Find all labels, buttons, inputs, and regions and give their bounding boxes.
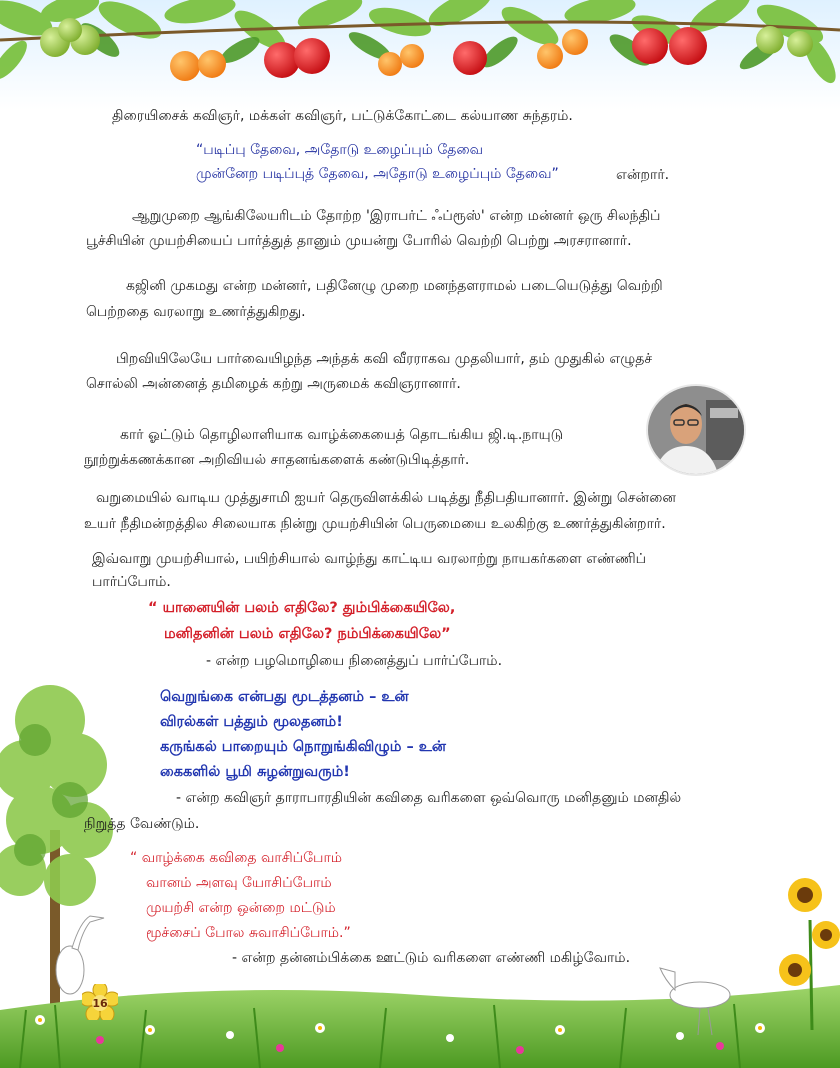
paragraph-gd-naidu-line-1: கார் ஓட்டும் தொழிலாளியாக வாழ்க்கையைத் தொடங்கிய ஜி.டி.நாயுடு <box>120 427 564 443</box>
fruit-leaves-banner <box>0 0 840 110</box>
poem-vazhkkai-line-1: “ வாழ்க்கை கவிதை வாசிப்போம் <box>130 850 343 866</box>
poem-verunkai-line-4: கைகளில் பூமி சுழன்றுவரும்! <box>160 764 350 780</box>
paragraph-gd-naidu-line-2: நூற்றுக்கணக்கான அறிவியல் சாதனங்களைக் கண்டுபிடித்தார். <box>84 452 470 468</box>
paragraph-veeraraghava-line-1: பிறவியிலேயே பார்வையிழந்த அந்தக் கவி வீரராகவ முதலியார், தம் முதுகில் எழுதச் <box>116 351 653 367</box>
paragraph-summary-line-1: இவ்வாறு முயற்சியால், பயிற்சியால் வாழ்ந்து காட்டிய வரலாற்று நாயகர்களை எண்ணிப் <box>92 551 647 567</box>
paragraph-kalyanasundaram: திரையிசைக் கவிஞர், மக்கள் கவிஞர், பட்டுக்கோட்டை கல்யாண சுந்தரம். <box>112 108 573 124</box>
poem-verunkai-line-1: வெறுங்கை என்பது மூடத்தனம் – உன் <box>160 689 409 705</box>
paragraph-robert-bruce-line-1: ஆறுமுறை ஆங்கிலேயரிடம் தோற்ற 'இராபர்ட் ஃப்ரூஸ்' என்ற மன்னர் ஒரு சிலந்திப் <box>132 208 661 224</box>
paragraph-muthusamy-line-2: உயர் நீதிமன்றத்தில சிலையாக நின்று முயற்சியின் பெருமையை உலகிற்கு உணர்த்துகின்றார். <box>84 516 666 532</box>
poem-vazhkkai-attribution: - என்ற தன்னம்பிக்கை ஊட்டும் வரிகளை எண்ணி மகிழ்வோம். <box>232 950 631 966</box>
quote-padippu-suffix: என்றார். <box>616 167 670 183</box>
paragraph-muthusamy-line-1: வறுமையில் வாடிய முத்துசாமி ஐயர் தெருவிளக்கில் படித்து நீதிபதியானார். இன்று சென்னை <box>96 490 676 506</box>
poem-tharabharathi-attribution-line-1: - என்ற கவிஞர் தாராபாரதியின் கவிதை வரிகளை ஒவ்வொரு மனிதனும் மனதில் <box>176 790 682 806</box>
quote-elephant-line-1: “ யானையின் பலம் எதிலே? தும்பிக்கையிலே, <box>148 600 456 616</box>
poem-tharabharathi-attribution-line-2: நிறுத்த வேண்டும். <box>84 816 200 832</box>
portrait-photo <box>646 384 746 476</box>
quote-padippu-line-2: முன்னேற படிப்புத் தேவை, அதோடு உழைப்பும் தேவை” <box>196 166 559 182</box>
page-number: 16 <box>92 997 108 1010</box>
paragraph-ghazni-line-2: பெற்றதை வரலாறு உணர்த்துகிறது. <box>86 304 306 320</box>
poem-vazhkkai-line-4: மூச்சைப் போல சுவாசிப்போம்.” <box>146 925 351 941</box>
poem-vazhkkai-line-3: முயற்சி என்ற ஒன்றை மட்டும் <box>146 900 336 916</box>
quote-elephant-line-2: மனிதனின் பலம் எதிலே? நம்பிக்கையிலே” <box>164 626 451 642</box>
quote-elephant-attribution: - என்ற பழமொழியை நினைத்துப் பார்ப்போம். <box>206 653 503 669</box>
page-number-badge <box>82 984 118 1020</box>
paragraph-ghazni-line-1: கஜினி முகமது என்ற மன்னர், பதினேழு முறை மனந்தளராமல் படையெடுத்து வெற்றி <box>126 278 663 294</box>
quote-padippu-line-1: “படிப்பு தேவை, அதோடு உழைப்பும் தேவை <box>196 142 484 158</box>
paragraph-summary-line-2: பார்ப்போம். <box>92 574 171 590</box>
poem-verunkai-line-2: விரல்கள் பத்தும் மூலதனம்! <box>160 714 343 730</box>
paragraph-robert-bruce-line-2: பூச்சியின் முயற்சியைப் பார்த்துத் தானும் முயன்று போரில் வெற்றி பெற்று அரசரானார். <box>86 233 632 249</box>
poem-verunkai-line-3: கருங்கல் பாறையும் நொறுங்கிவிழும் – உன் <box>160 739 446 755</box>
poem-vazhkkai-line-2: வானம் அளவு யோசிப்போம் <box>146 875 332 891</box>
paragraph-veeraraghava-line-2: சொல்லி அன்னைத் தமிழைக் கற்று அருமைக் கவிஞரானார். <box>86 376 461 392</box>
